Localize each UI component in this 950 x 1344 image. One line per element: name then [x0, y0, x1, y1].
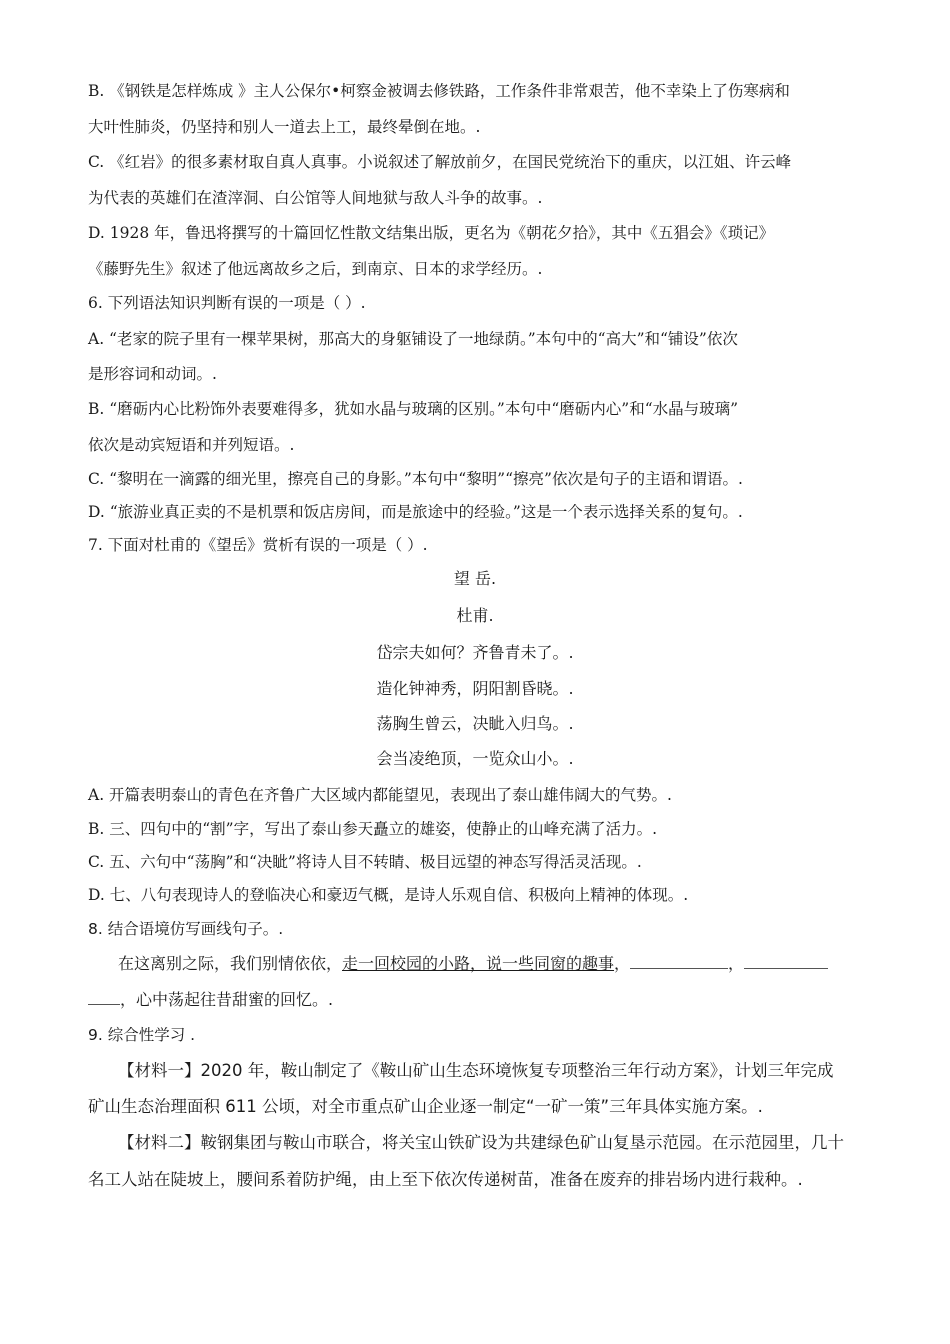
q5-option-c-line2: 为代表的英雄们在渣滓洞、白公馆等人间地狱与敌人斗争的故事。.: [88, 189, 543, 207]
poem-line: 会当凌绝顶，一览众山小。.: [376, 749, 574, 768]
q8-text-pre: 在这离别之际，我们别情依依，: [118, 954, 343, 973]
q6-option-a-line1: A. “老家的院子里有一棵苹果树，那高大的身躯铺设了一地绿荫。”本句中的“高大”和“铺设”依次: [88, 330, 738, 348]
q8-separator: ，: [728, 954, 745, 973]
q9-material-1-line1: [118, 1060, 864, 1082]
q7-option-d: D. 七、八句表现诗人的登临决心和豪迈气概，是诗人乐观自信、积极向上精神的体现。.: [88, 886, 689, 904]
q8-passage-line2: [88, 989, 864, 1011]
q5-option-b-line1: B. 《钢铁是怎样炼成 》主人公保尔•柯察金被调去修铁路，工作条件非常艰苦，他不幸染上了伤寒病和: [88, 82, 790, 100]
q6-option-b-line1: B. “磨砺内心比粉饰外表要难得多，犹如水晶与玻璃的区别。”本句中“磨砺内心”和“水晶与玻璃”: [88, 400, 739, 418]
q6-option-c: C. “黎明在一滴露的细光里，擦亮自己的身影。”本句中“黎明”“擦亮”依次是句子的主语和谓语。.: [88, 470, 743, 488]
q5-option-c-line1: C. 《红岩》的很多素材取自真人真事。小说叙述了解放前夕，在国民党统治下的重庆，以江姐、许云峰: [88, 153, 792, 171]
q7-option-b: B. 三、四句中的“割”字，写出了泰山参天矗立的雄姿，使静止的山峰充满了活力。.: [88, 820, 658, 838]
q8-answer-blank-2[interactable]: [744, 954, 828, 969]
q8-passage: [118, 953, 864, 975]
q9-material-2-line1: [118, 1132, 864, 1154]
poem-title: 望 岳.: [453, 569, 497, 588]
poem-line: 荡胸生曾云，决眦入归鸟。.: [376, 714, 574, 733]
q5-option-d-line2: 《藤野先生》叙述了他远离故乡之后，到南京、日本的求学经历。.: [88, 260, 543, 278]
q6-option-d: D. “旅游业真正卖的不是机票和饭店房间，而是旅途中的经验。”这是一个表示选择关系的复句。.: [88, 503, 743, 521]
q9-material-2-line2: 名工人站在陡坡上，腰间系着防护绳，由上至下依次传递树苗，准备在废弃的排岩场内进行栽种。.: [88, 1170, 803, 1189]
material-2-label: 【材料二】: [118, 1133, 201, 1152]
q5-option-d-line1: D. 1928 年，鲁迅将撰写的十篇回忆性散文结集出版，更名为《朝花夕拾》，其中《五猖会》《琐记》: [88, 224, 775, 242]
q7-option-a: A. 开篇表明泰山的青色在齐鲁广大区域内都能望见，表现出了泰山雄伟阔大的气势。.: [88, 786, 672, 804]
q7-option-c: C. 五、六句中“荡胸”和“决眦”将诗人目不转睛、极目远望的神态写得活灵活现。.: [88, 853, 642, 871]
q8-answer-blank-2-cont[interactable]: [88, 990, 120, 1005]
q8-separator: ，: [614, 954, 631, 973]
poem-author: 杜甫.: [456, 606, 494, 625]
q8-underlined-sentence: 走一回校园的小路，说一些同窗的趣事: [342, 954, 615, 973]
q8-text-post: ，心中荡起往昔甜蜜的回忆。.: [120, 990, 334, 1009]
poem-line: 造化钟神秀，阴阳割昏晓。.: [376, 679, 574, 698]
material-1-label: 【材料一】: [118, 1061, 201, 1080]
q9-stem: 9. 综合性学习 .: [88, 1026, 196, 1044]
material-2-text: 鞍钢集团与鞍山市联合，将关宝山铁矿设为共建绿色矿山复垦示范园。在示范园里，几十: [200, 1133, 844, 1152]
q8-answer-blank-1[interactable]: [630, 954, 728, 969]
q6-option-b-line2: 依次是动宾短语和并列短语。.: [88, 436, 295, 454]
q7-stem: 7. 下面对杜甫的《望岳》赏析有误的一项是（ ）.: [88, 536, 428, 554]
material-1-text: 2020 年，鞍山制定了《鞍山矿山生态环境恢复专项整治三年行动方案》，计划三年完成: [200, 1061, 834, 1080]
poem-line: 岱宗夫如何？齐鲁青未了。.: [376, 643, 574, 662]
q8-stem: 8. 结合语境仿写画线句子。.: [88, 920, 284, 938]
q5-option-b-line2: 大叶性肺炎，仍坚持和别人一道去上工，最终晕倒在地。.: [88, 118, 481, 136]
q9-material-1-line2: 矿山生态治理面积 611 公顷，对全市重点矿山企业逐一制定“一矿一策”三年具体实施方案。.: [88, 1097, 763, 1116]
q6-stem: 6. 下列语法知识判断有误的一项是（ ）.: [88, 294, 366, 312]
q6-option-a-line2: 是形容词和动词。.: [88, 365, 217, 383]
